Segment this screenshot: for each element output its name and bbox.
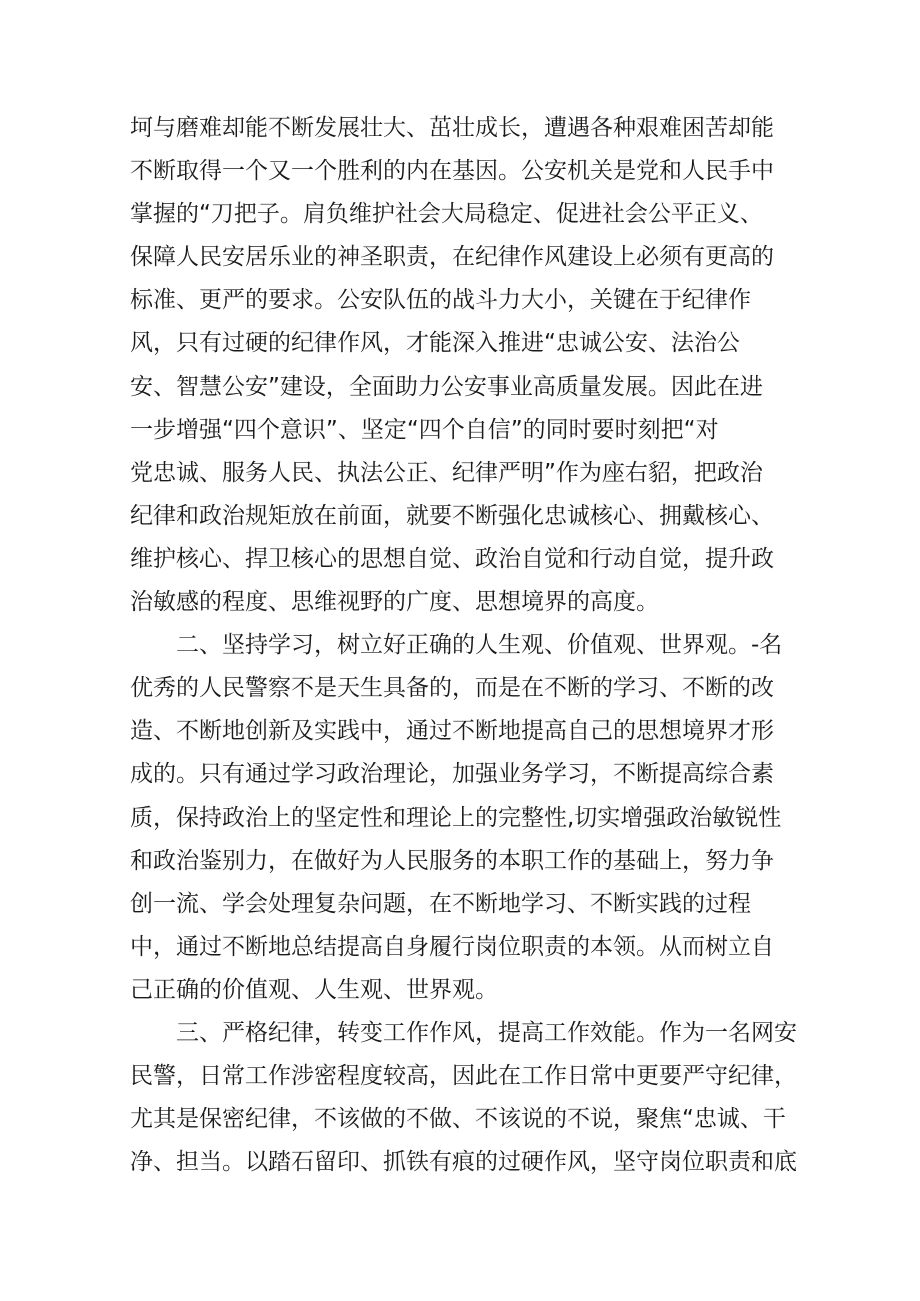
text-line: 保障人民安居乐业的神圣职责，在纪律作风建设上必须有更高的 [130,244,774,271]
text-line: 风，只有过硬的纪律作风，才能深入推进“忠诚公安、法治公 [130,330,740,357]
text-line: 中，通过不断地总结提高自身履行岗位职责的本领。从而树立自 [130,933,774,960]
text-line: 优秀的人民警察不是天生具备的，而是在不断的学习、不断的改 [130,675,774,702]
text-line: 标准、更严的要求。公安队伍的战斗力大小，关键在于纪律作 [130,287,751,314]
text-line: 和政治鉴别力，在做好为人民服务的本职工作的基础上，努力争 [130,847,774,874]
text-line: 尤其是保密纪律，不该做的不做、不该说的不说，聚焦“忠诚、干 [130,1106,786,1133]
section-heading-line: 三、严格纪律，转变工作作风，提高工作效能。作为一名网安 [130,1019,797,1046]
text-line: 净、担当。以踏石留印、抓铁有痕的过硬作风，坚守岗位职责和底 [130,1149,797,1176]
text-line: 一步增强“四个意识”、坚定“四个自信”的同时要时刻把“对 [130,416,719,443]
text-line: 造、不断地创新及实践中，通过不断地提高自己的思想境界才形 [130,718,774,745]
text-line: 纪律和政治规矩放在前面，就要不断强化忠诚核心、拥戴核心、 [130,502,774,529]
text-line: 治敏感的程度、思维视野的广度、思想境界的高度。 [130,589,659,616]
text-line: 安、智慧公安”建设，全面助力公安事业高质量发展。因此在进 [130,373,763,400]
text-line: 不断取得一个又一个胜利的内在基因。公安机关是党和人民手中 [130,158,774,185]
text-line: 己正确的价值观、人生观、世界观。 [130,976,498,1003]
section-heading-line: 二、坚持学习，树立好正确的人生观、价值观、世界观。-名 [130,632,783,659]
text-line: 成的。只有通过学习政治理论，加强业务学习，不断提高综合素 [130,761,774,788]
text-line: 坷与磨难却能不断发展壮大、茁壮成长，遭遇各种艰难困苦却能 [130,115,774,141]
text-line: 民警，日常工作涉密程度较高，因此在工作日常中更要严守纪律， [130,1063,797,1090]
text-line: 党忠诚、服务人民、执法公正、纪律严明”作为座右貂，把政治 [130,459,763,486]
text-line: 质，保持政治上的坚定性和理论上的完整性,切实增强政治敏锐性 [130,804,782,831]
text-line: 掌握的“刀把子。肩负维护社会大局稳定、促进社会公平正义、 [130,201,763,228]
text-line: 维护核心、捍卫核心的思想自觉、政治自觉和行动自觉，提升政 [130,545,774,572]
text-line: 创一流、学会处理复杂问题，在不断地学习、不断实践的过程 [130,890,751,917]
document-body [130,107,810,1184]
